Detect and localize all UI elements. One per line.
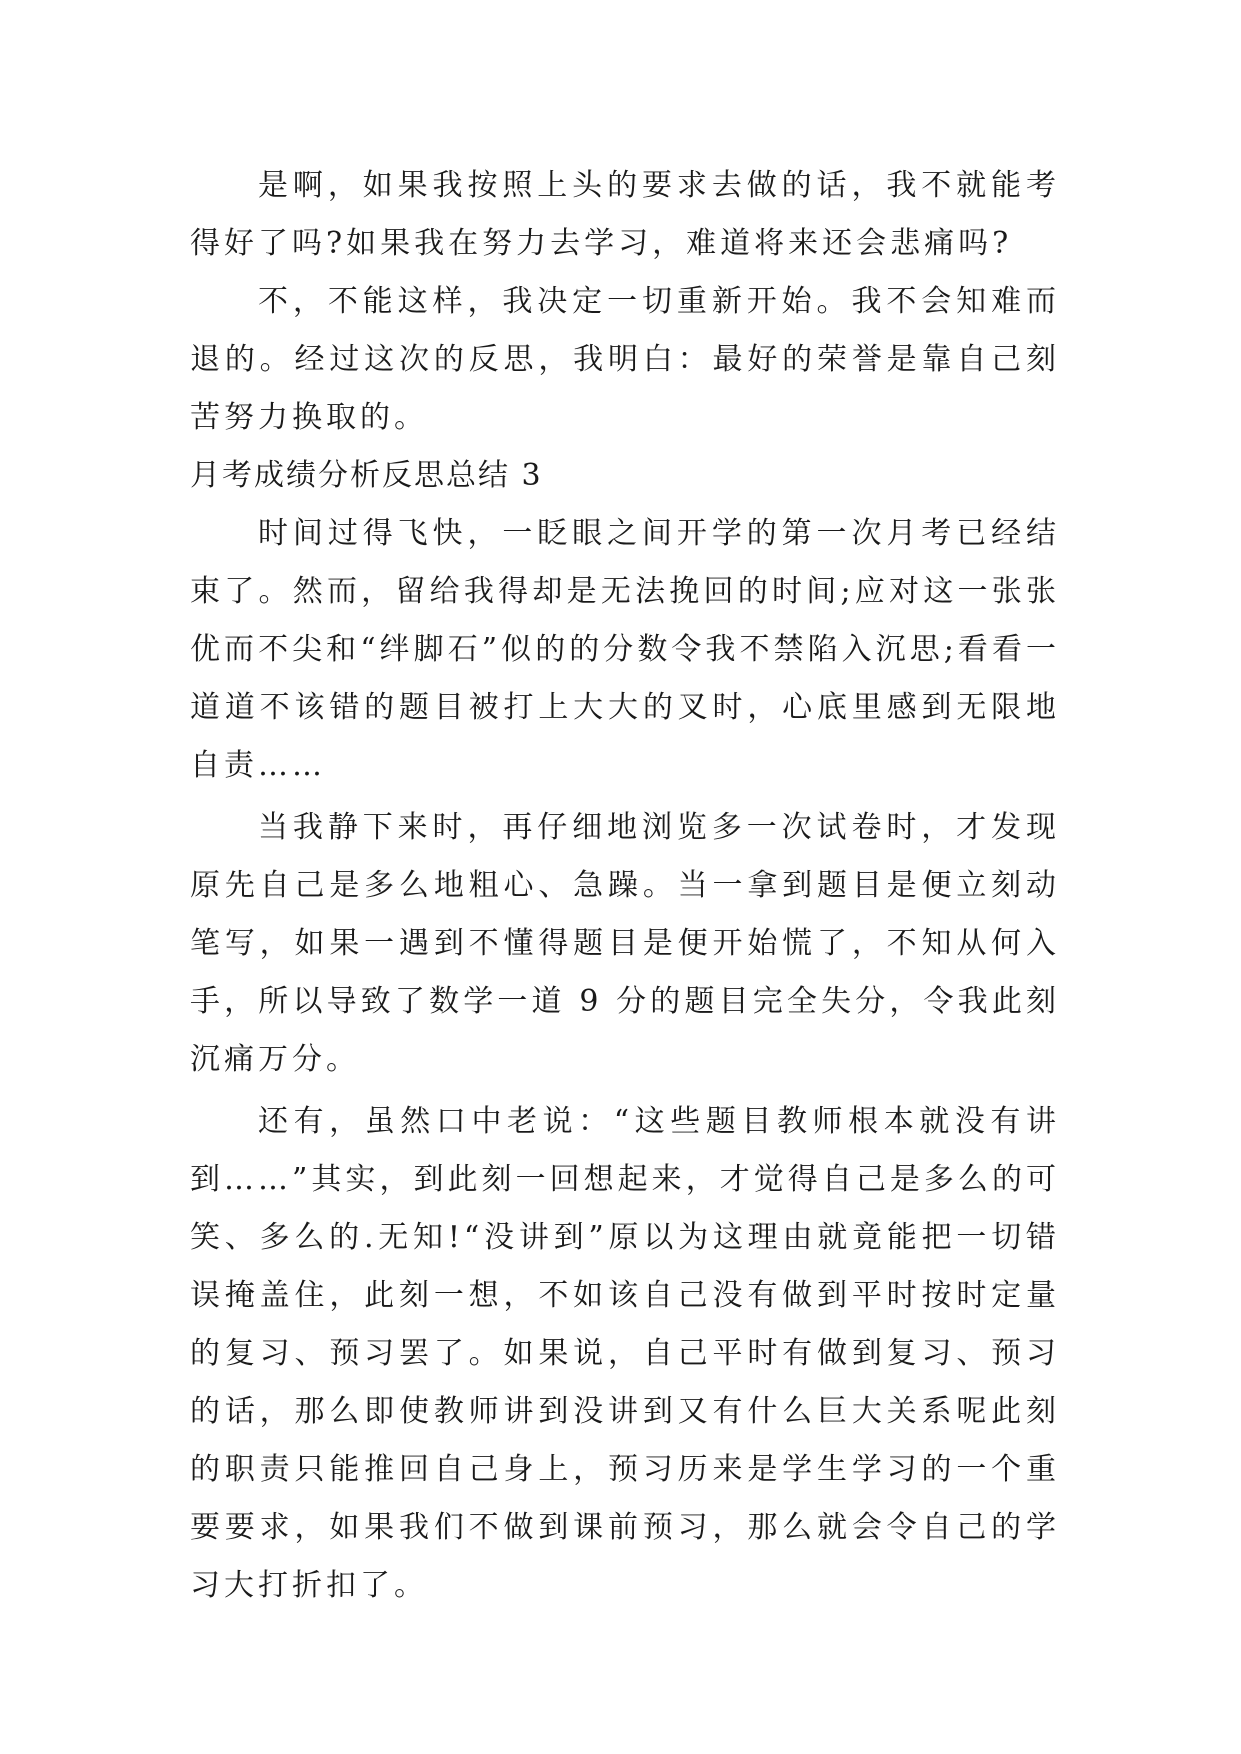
section-paragraph-2: 当我静下来时，再仔细地浏览多一次试卷时，才发现原先自己是多么地粗心、急躁。当一拿到题目是便立刻动笔写，如果一遇到不懂得题目是便开始慌了，不知从何入手，所以导致了数学一道 9 分的题目完全失分，令我此刻沉痛万分。 (190, 810, 1060, 1077)
section-paragraph-3: 还有，虽然口中老说：“这些题目教师根本就没有讲到……”其实，到此刻一回想起来，才觉得自己是多么的可笑、多么的.无知!“没讲到”原以为这理由就竟能把一切错误掩盖住，此刻一想，不如该自己没有做到平时按时定量的复习、预习罢了。如果说，自己平时有做到复习、预习的话，那么即使教师讲到没讲到又有什么巨大关系呢此刻的职责只能推回自己身上，预习历来是学生学习的一个重要要求，如果我们不做到课前预习，那么就会令自己的学习大打折扣了。 (190, 1104, 1060, 1603)
paragraph-2: 不，不能这样，我决定一切重新开始。我不会知难而退的。经过这次的反思，我明白：最好的荣誉是靠自己刻苦努力换取的。 (190, 284, 1060, 435)
document-body (190, 157, 1060, 1615)
section-title: 月考成绩分析反思总结 3 (190, 458, 543, 493)
section-paragraph-1: 时间过得飞快，一眨眼之间开学的第一次月考已经结束了。然而，留给我得却是无法挽回的时间;应对这一张张优而不尖和“绊脚石”似的的分数令我不禁陷入沉思;看看一道道不该错的题目被打上大大的叉时，心底里感到无限地自责…… (190, 516, 1060, 783)
paragraph-1: 是啊，如果我按照上头的要求去做的话，我不就能考得好了吗?如果我在努力去学习，难道将来还会悲痛吗? (190, 168, 1060, 261)
